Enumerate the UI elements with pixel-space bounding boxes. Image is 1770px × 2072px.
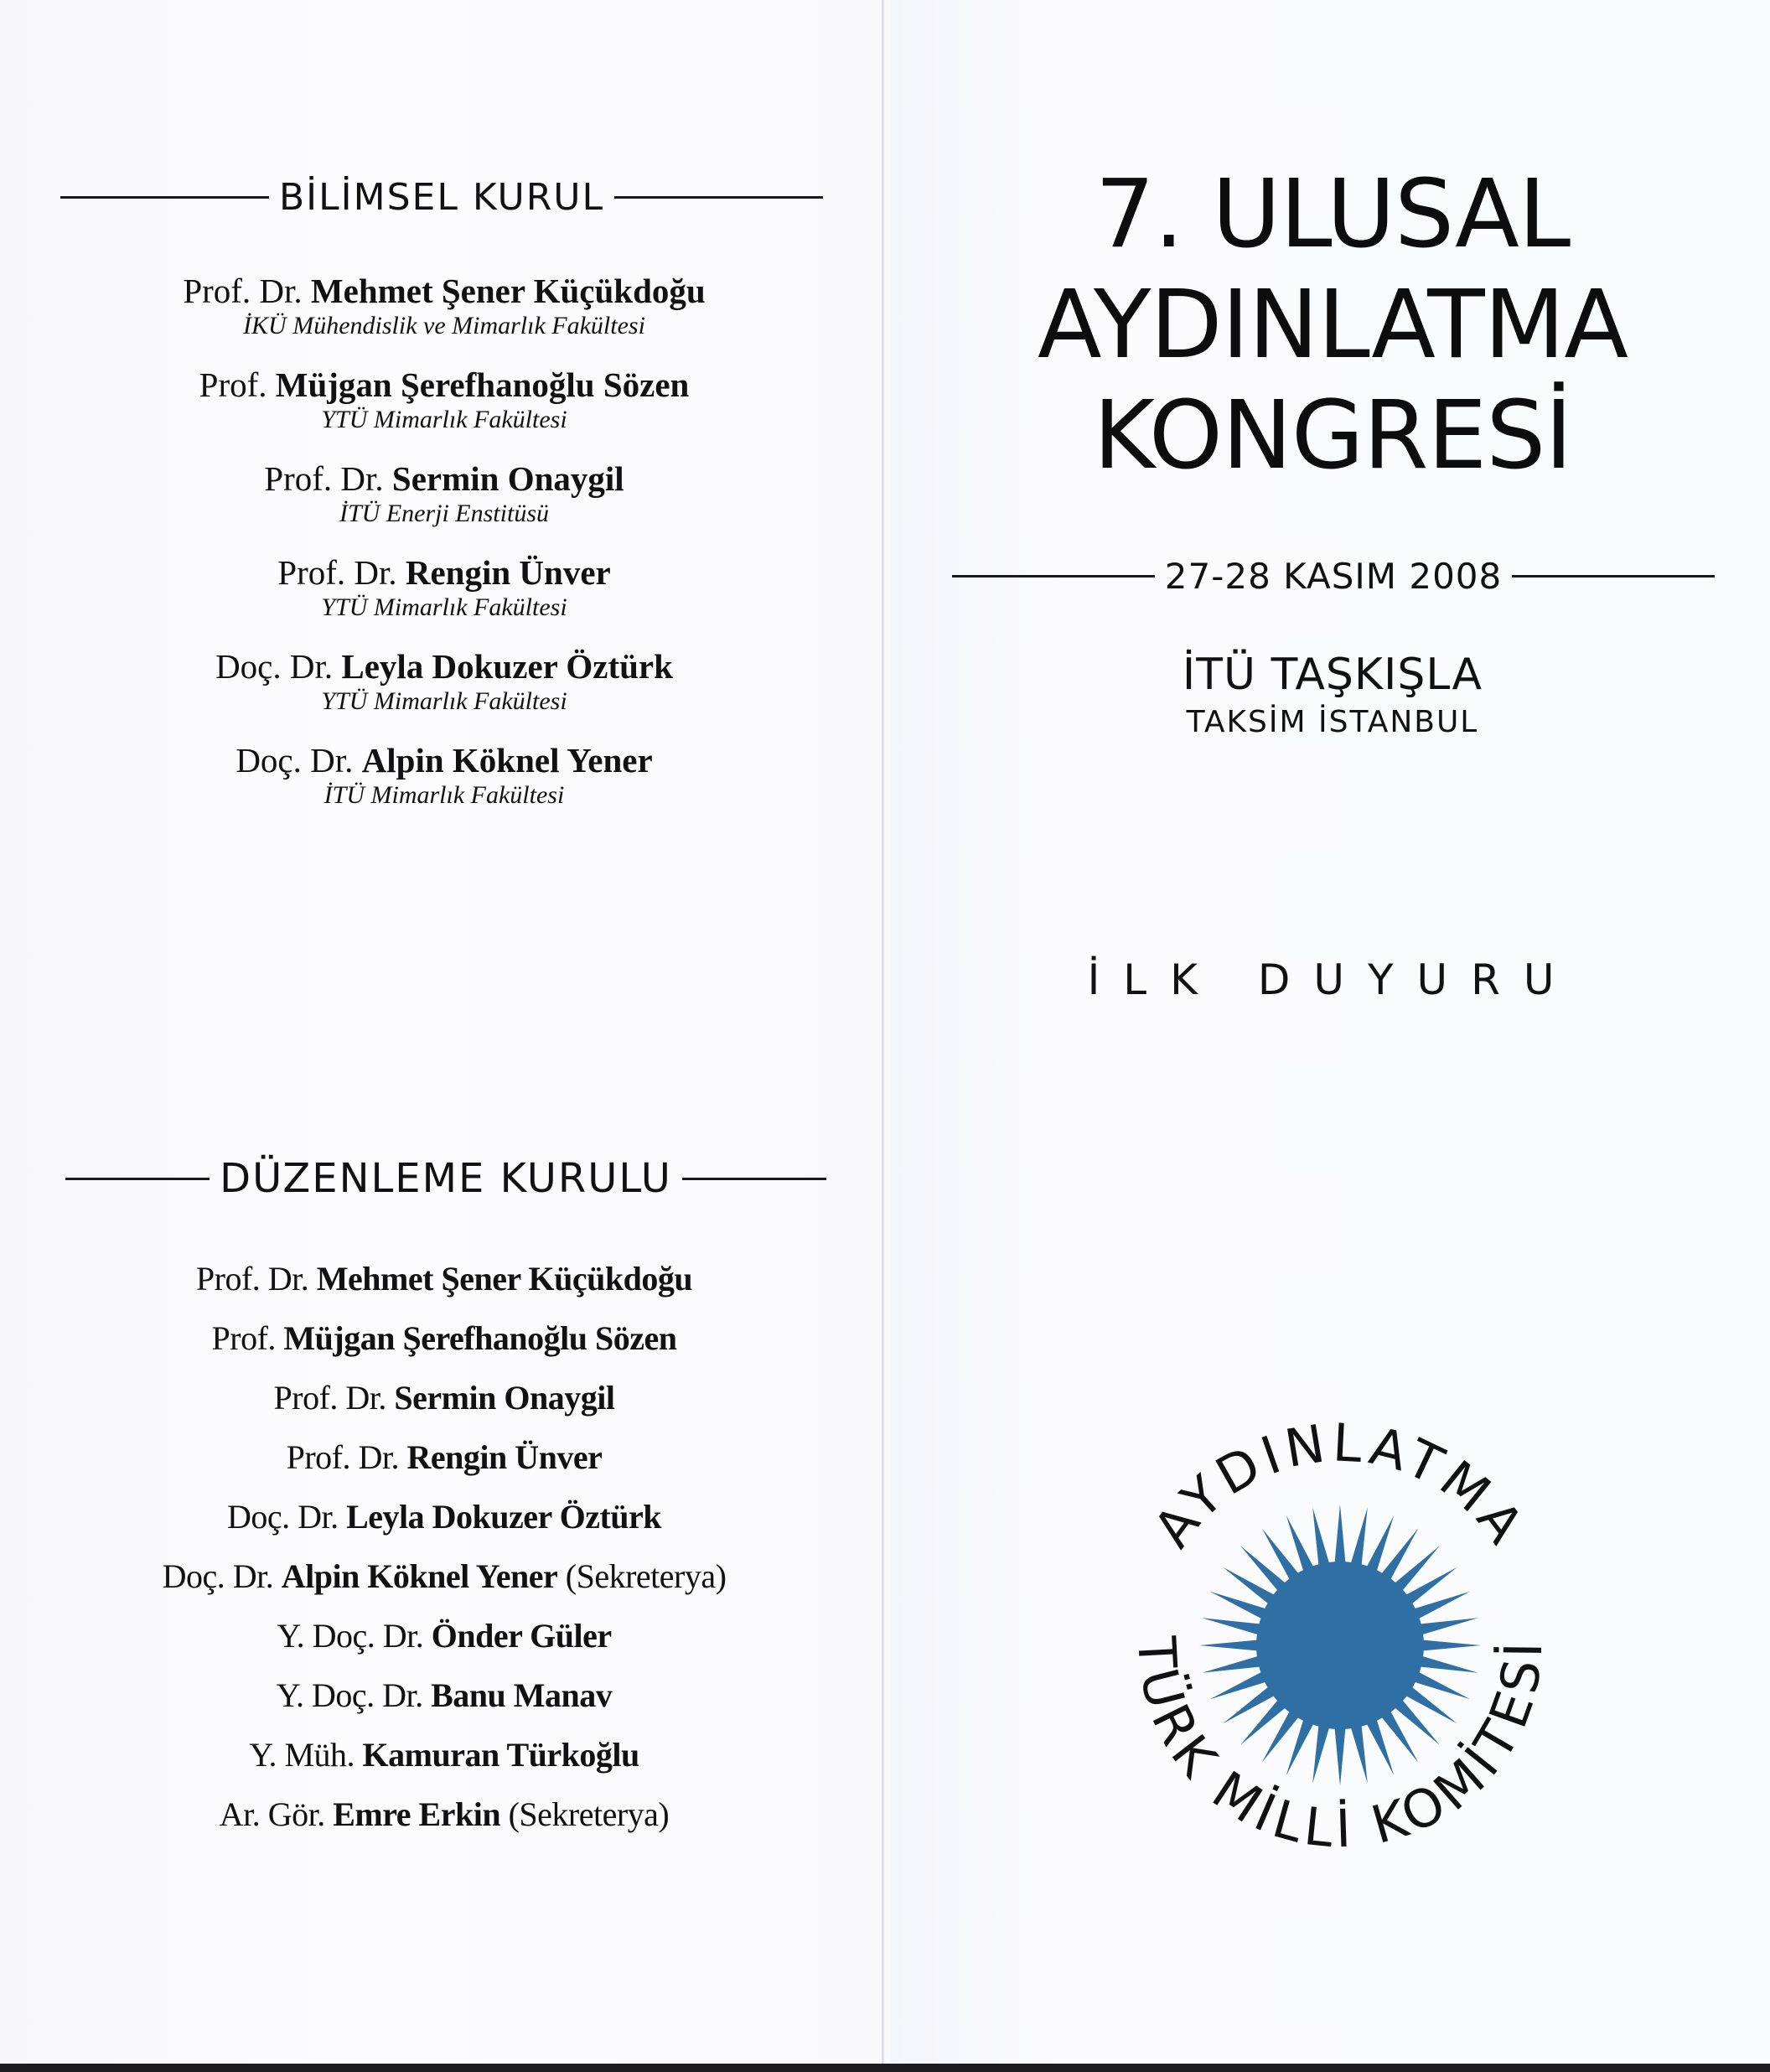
sun-star-icon — [1199, 1505, 1481, 1786]
member-name: Mehmet Şener Küçükdoğu — [316, 1260, 693, 1298]
congress-title-line: 7. ULUSAL — [1095, 160, 1571, 269]
organizing-member — [59, 1665, 830, 1725]
venue-block — [947, 647, 1718, 743]
member-title: Doç. Dr. — [162, 1557, 274, 1595]
organizing-member — [59, 1368, 830, 1427]
scientific-committee-title: BİLİMSEL KURUL — [279, 176, 605, 219]
organizing-committee-list — [59, 1249, 830, 1844]
venue-location: TAKSİM İSTANBUL — [1186, 705, 1479, 739]
heading-rule-left — [65, 1178, 210, 1180]
venue-name: İTÜ TAŞKIŞLA — [1182, 650, 1483, 700]
logo-bottom-text: TÜRK MİLLİ KOMİTESİ — [1126, 1634, 1555, 1860]
member-title: Doç. Dr. — [226, 1498, 339, 1536]
turkish-national-lighting-committee-logo — [1076, 1381, 1604, 1909]
member-affiliation: YTÜ Mimarlık Fakültesi — [321, 406, 567, 433]
congress-title-line: KONGRESİ — [1093, 381, 1572, 490]
member-title: Doç. Dr. — [215, 647, 334, 686]
member-title: Doç. Dr. — [235, 741, 354, 780]
organizing-committee-title: DÜZENLEME KURULU — [220, 1155, 672, 1202]
member-title: Prof. Dr. — [264, 459, 384, 498]
member-title: Y. Müh. — [249, 1736, 355, 1774]
member-name: Mehmet Şener Küçükdoğu — [310, 272, 706, 310]
date-rule-right — [1512, 575, 1715, 578]
member-note: (Sekreterya) — [508, 1795, 670, 1833]
member-title: Ar. Gör. — [219, 1795, 325, 1833]
scientific-member — [59, 739, 830, 810]
member-name: Alpin Köknel Yener — [281, 1557, 558, 1595]
member-affiliation: İTÜ Mimarlık Fakültesi — [323, 781, 565, 809]
member-title: Prof. Dr. — [286, 1438, 399, 1476]
scientific-member — [59, 458, 830, 528]
member-name: Kamuran Türkoğlu — [362, 1736, 639, 1774]
heading-rule-left — [60, 196, 269, 199]
member-affiliation: YTÜ Mimarlık Fakültesi — [321, 687, 567, 715]
congress-title-line: AYDINLATMA — [1038, 271, 1628, 380]
member-name: Rengin Ünver — [406, 1438, 603, 1476]
member-name: Emre Erkin — [333, 1795, 501, 1833]
member-name: Sermin Onaygil — [391, 459, 624, 498]
congress-date-heading — [952, 556, 1715, 597]
member-affiliation: İKÜ Mühendislik ve Mimarlık Fakültesi — [243, 312, 645, 339]
heading-rule-right — [614, 196, 823, 199]
member-name: Sermin Onaygil — [394, 1379, 615, 1417]
congress-title — [947, 159, 1718, 491]
scientific-member — [59, 552, 830, 622]
scientific-committee-list — [59, 270, 830, 833]
date-rule-left — [952, 575, 1155, 578]
member-name: Leyla Dokuzer Öztürk — [346, 1498, 662, 1536]
sun-star-core — [1256, 1562, 1424, 1729]
member-title: Prof. Dr. — [195, 1260, 309, 1298]
organizing-committee-heading — [65, 1155, 826, 1202]
fold-line — [882, 0, 884, 2072]
member-title: Prof. Dr. — [273, 1379, 386, 1417]
logo-top-text: AYDINLATMA — [1141, 1412, 1539, 1559]
organizing-member — [59, 1546, 830, 1606]
member-title: Prof. — [199, 365, 267, 404]
member-title: Y. Doç. Dr. — [276, 1676, 423, 1714]
member-affiliation: YTÜ Mimarlık Fakültesi — [321, 593, 567, 621]
member-name: Müjgan Şerefhanoğlu Sözen — [275, 365, 690, 404]
scientific-member — [59, 364, 830, 434]
member-name: Müjgan Şerefhanoğlu Sözen — [283, 1319, 677, 1357]
scientific-member — [59, 645, 830, 716]
member-affiliation: İTÜ Enerji Enstitüsü — [339, 500, 549, 527]
organizing-member — [59, 1427, 830, 1487]
organizing-member — [59, 1785, 830, 1844]
member-name: Alpin Köknel Yener — [361, 741, 653, 780]
member-note: (Sekreterya) — [565, 1557, 727, 1595]
member-title: Prof. Dr. — [277, 553, 397, 592]
heading-rule-right — [682, 1178, 826, 1180]
organizing-member — [59, 1308, 830, 1368]
congress-date: 27-28 KASIM 2008 — [1164, 556, 1503, 597]
scientific-member — [59, 270, 830, 340]
member-name: Rengin Ünver — [405, 553, 611, 592]
member-title: Prof. Dr. — [183, 272, 303, 310]
member-name: Banu Manav — [431, 1676, 613, 1714]
member-name: Leyla Dokuzer Öztürk — [341, 647, 673, 686]
organizing-member — [59, 1606, 830, 1665]
page-bottom-edge — [0, 2064, 1770, 2072]
scientific-committee-heading — [60, 176, 823, 219]
member-title: Prof. — [211, 1319, 276, 1357]
member-name: Önder Güler — [431, 1617, 612, 1655]
member-title: Y. Doç. Dr. — [277, 1617, 424, 1655]
first-announcement-label: İLK DUYURU — [1087, 956, 1578, 1004]
organizing-member — [59, 1487, 830, 1546]
organizing-member — [59, 1249, 830, 1308]
organizing-member — [59, 1725, 830, 1785]
